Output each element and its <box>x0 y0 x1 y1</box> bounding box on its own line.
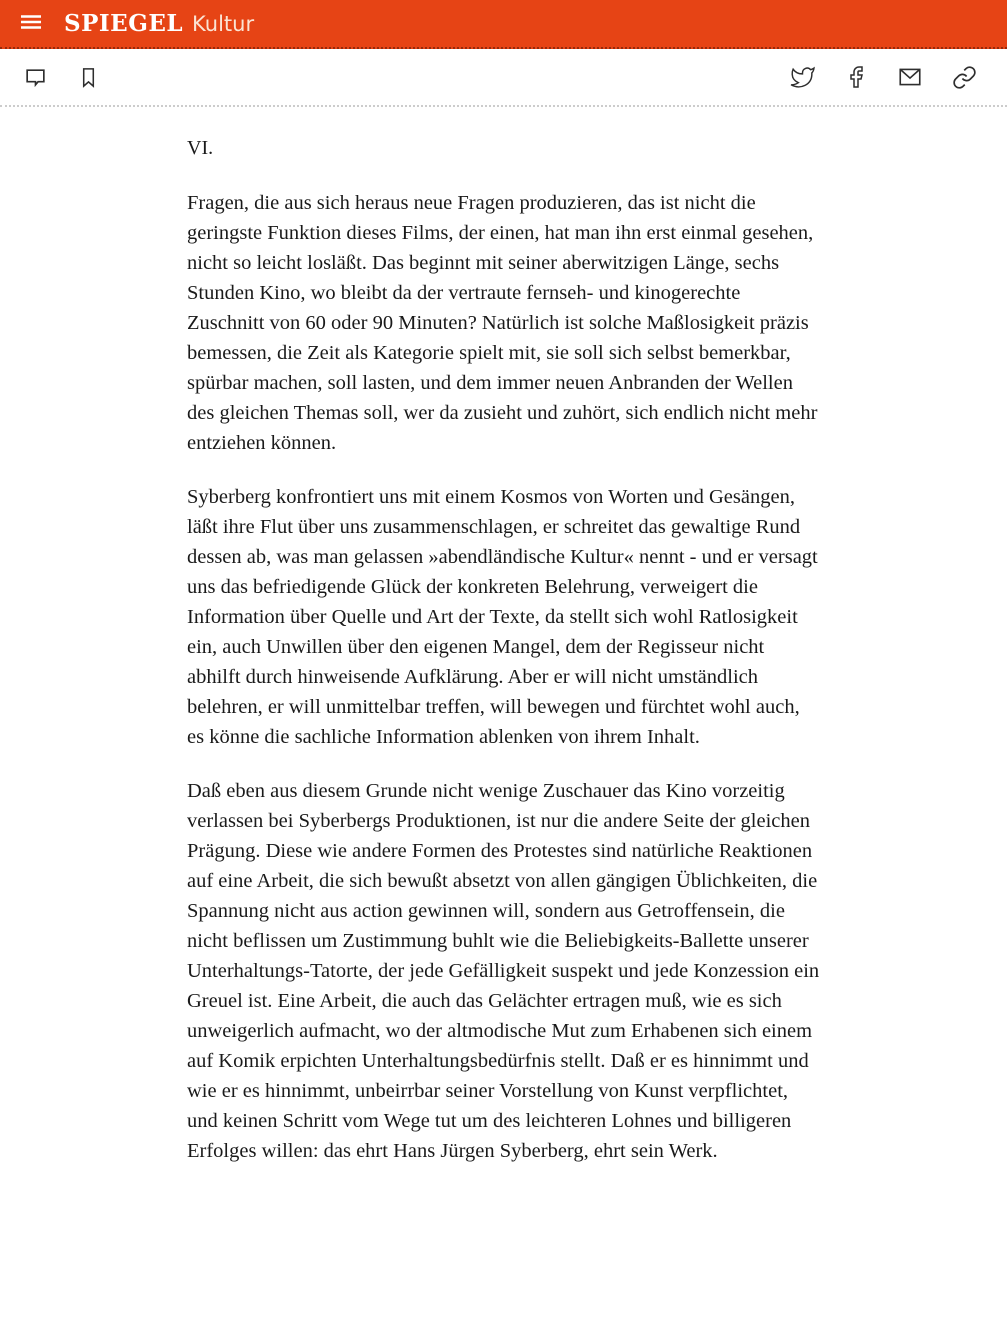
twitter-icon <box>790 65 815 90</box>
app-header <box>0 0 1007 49</box>
email-icon <box>897 64 923 90</box>
toolbar-right-group <box>789 64 977 90</box>
article-body <box>0 107 820 1166</box>
article-paragraph: Fragen, die aus sich heraus neue Fragen produzieren, das ist nicht die geringste Funktion dieses Films, der einen, hat man ihn erst einmal gesehen, nicht so leicht losläßt. Das beginnt mit seiner aberwitzigen Länge, sechs Stunden Kino, wo bleibt da der vertraute fernseh- und kinogerechte Zuschnitt von 60 oder 90 Minuten? Natürlich ist solche Maßlosigkeit präzis bemessen, die Zeit als Kategorie spielt mit, sie soll sich selbst bemerkbar, spürbar machen, soll lasten, und dem immer neuen Anbranden der Wellen des gleichen Themas soll, wer da zusieht und zuhört, sich endlich nicht mehr entziehen können. <box>187 192 818 454</box>
bookmark-icon <box>77 65 100 90</box>
share-twitter-button[interactable] <box>789 64 815 90</box>
article-toolbar <box>0 49 1007 107</box>
section-label: Kultur <box>192 12 255 36</box>
bookmark-button[interactable] <box>75 64 101 90</box>
comments-icon <box>23 65 48 90</box>
article-paragraph: Daß eben aus diesem Grunde nicht wenige Zuschauer das Kino vorzeitig verlassen bei Syberbergs Produktionen, ist nur die andere Seite der gleichen Prägung. Diese wie andere Formen des Protestes sind natürliche Reaktionen auf eine Arbeit, die sich bewußt absetzt von allen gängigen Üblichkeiten, die Spannung nicht aus action gewinnen will, sondern aus Getroffensein, die nicht beflissen um Zustimmung buhlt wie die Beliebigkeits-Ballette unserer Unterhaltungs-Tatorte, der jede Gefälligkeit suspekt und jede Konzession ein Greuel ist. Eine Arbeit, die auch das Gelächter ertragen muß, wie es sich unweigerlich aufmacht, wo der altmodische Mut zum Erhabenen sich einem auf Komik erpichten Unterhaltungsbedürfnis stellt. Daß er es hinnimmt und wie er es hinnimmt, unbeirrbar seiner Vorstellung von Kunst verpflichtet, und keinen Schritt vom Wege tut um des leichteren Lohnes und billigeren Erfolges willen: das ehrt Hans Jürgen Syberberg, ehrt sein Werk. <box>187 780 820 1162</box>
hamburger-icon <box>19 10 43 37</box>
link-icon <box>952 65 977 90</box>
copy-link-button[interactable] <box>951 64 977 90</box>
section-number: VI. <box>187 137 214 159</box>
share-email-button[interactable] <box>897 64 923 90</box>
brand-home-link[interactable] <box>64 12 254 35</box>
facebook-icon <box>844 65 868 89</box>
toolbar-left-group <box>22 64 101 90</box>
article-paragraph: Syberberg konfrontiert uns mit einem Kosmos von Worten und Gesängen, läßt ihre Flut über uns zusammenschlagen, er schreitet das gewaltige Rund dessen ab, was man gelassen »abendländische Kultur« nennt - und er versagt uns das befriedigende Glück der konkreten Belehrung, verweigert die Information über Quelle und Art der Texte, da stellt sich wohl Ratlosigkeit ein, auch Unwillen über den eigenen Mangel, dem der Regisseur nicht abhilft durch hinweisende Aufklärung. Aber er will nicht umständlich belehren, er will unmittelbar treffen, will bewegen und fürchtet wohl auch, es könne die sachliche Information ablenken von ihrem Inhalt. <box>187 486 818 748</box>
menu-button[interactable] <box>18 11 44 37</box>
share-facebook-button[interactable] <box>843 64 869 90</box>
spiegel-logo: SPIEGEL <box>64 10 184 37</box>
comments-button[interactable] <box>22 64 48 90</box>
